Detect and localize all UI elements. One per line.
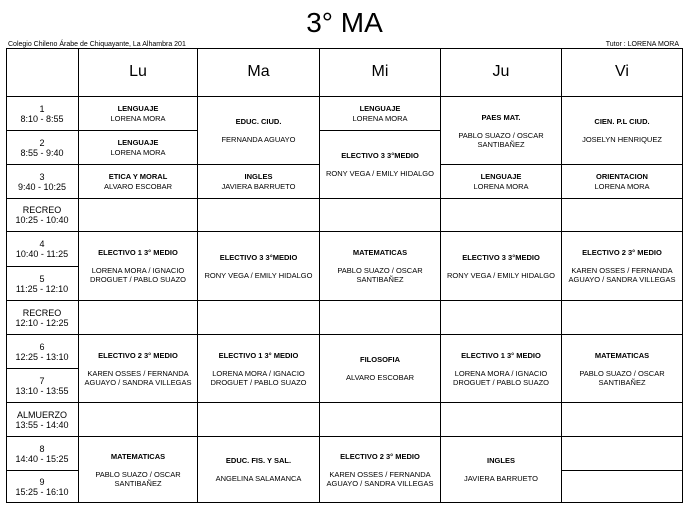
class-cell [323,437,437,502]
teacher: RONY VEGA / EMILY HIDALGO [447,270,555,280]
break-time: 13:55 - 14:40 [15,419,69,430]
class-cell [204,335,313,402]
class-cell [198,165,319,198]
subject: MATEMATICAS [594,350,650,360]
class-cell [562,97,682,164]
subject: ELECTIVO 1 3° MEDIO [461,350,541,360]
subject: LENGUAJE [117,104,159,113]
class-cell [200,232,317,300]
subject: INGLES [487,456,515,465]
break-label: RECREO [22,307,62,318]
teacher: KAREN OSSES / FERNANDA AGUAYO / SANDRA VILLEGAS [84,368,192,387]
class-cell [570,335,674,402]
class-cell [441,437,561,502]
subject: ELECTIVO 2 3° MEDIO [98,350,178,360]
subject: FILOSOFIA [360,355,400,364]
teacher: LORENA MORA [594,182,650,191]
period-5 [6,267,78,300]
class-cell [320,335,440,402]
period-number: 9 [39,476,45,487]
day-header-ju: Ju [492,63,510,80]
teacher: PABLO SUAZO / OSCAR SANTIBAÑEZ [337,266,423,284]
period-time: 13:10 - 13:55 [15,385,69,396]
period-2 [6,131,78,164]
class-cell [198,97,319,164]
class-cell [320,97,440,130]
subject: PAES MAT. [481,112,521,122]
teacher: ALVARO ESCOBAR [345,373,415,382]
teacher: LORENA MORA [473,182,529,191]
subject: LENGUAJE [480,172,522,181]
period-number: 1 [39,103,45,114]
teacher: PABLO SUAZO / OSCAR SANTIBAÑEZ [458,130,544,149]
school-name: Colegio Chileno Árabe de Chiquayante, La Alhambra 201 [8,41,186,48]
period-9 [6,471,78,502]
period-time: 12:25 - 13:10 [15,351,69,362]
break-label: ALMUERZO [16,409,67,420]
period-number: 7 [39,375,45,386]
subject: ETICA Y MORAL [108,172,168,181]
period-time: 9:40 - 10:25 [17,181,67,192]
teacher: ALVARO ESCOBAR [103,182,173,191]
class-cell [441,232,561,300]
subject: MATEMATICAS [352,248,408,257]
period-3 [6,165,78,198]
period-time: 10:40 - 11:25 [15,249,69,259]
class-cell [565,232,679,300]
day-header-ma: Ma [247,63,270,80]
teacher: LORENA MORA / IGNACIO DROGUET / PABLO SUAZO [210,368,307,387]
break-time: 12:10 - 12:25 [15,317,69,328]
subject: EDUC. CIUD. [235,117,282,126]
subject: EDUC. FIS. Y SAL. [225,456,292,465]
teacher: PABLO SUAZO / OSCAR SANTIBAÑEZ [95,469,181,488]
period-number: 3 [39,171,45,182]
teacher: LORENA MORA [110,114,166,123]
teacher: JOSELYN HENRIQUEZ [582,135,662,144]
class-cell [198,437,319,502]
subject: ELECTIVO 3 3°MEDIO [341,151,419,160]
period-4 [6,232,78,266]
class-cell [79,97,197,130]
class-cell [79,165,197,198]
subject: ELECTIVO 3 3°MEDIO [462,252,540,262]
period-time: 8:10 - 8:55 [20,113,64,124]
period-time: 8:55 - 9:40 [20,147,64,158]
class-cell [83,232,193,300]
teacher: KAREN OSSES / FERNANDA AGUAYO / SANDRA VILLEGAS [326,469,434,488]
teacher: RONY VEGA / EMILY HIDALGO [204,270,313,280]
period-number: 4 [39,239,45,249]
subject: ELECTIVO 2 3° MEDIO [340,451,420,461]
break-almuerzo [6,403,78,436]
subject: MATEMATICAS [110,451,166,461]
teacher: JAVIERA BARRUETO [464,474,538,483]
day-header-mi: Mi [371,63,389,80]
teacher: KAREN OSSES / FERNANDA AGUAYO / SANDRA VILLEGAS [568,266,676,284]
tutor-label: Tutor : LORENA MORA [605,41,679,48]
class-cell [441,165,561,198]
day-header-lu: Lu [129,63,147,80]
break-recreo-1 [6,199,78,231]
teacher: LORENA MORA / IGNACIO DROGUET / PABLO SUAZO [90,266,186,284]
teacher: LORENA MORA [352,114,408,123]
period-number: 6 [39,341,45,352]
subject: ELECTIVO 2 3° MEDIO [582,248,662,257]
subject: INGLES [244,172,273,181]
break-time: 10:25 - 10:40 [15,215,69,225]
period-number: 2 [39,137,45,148]
class-cell [83,335,193,402]
class-cell [79,131,197,164]
class-cell [83,437,193,502]
period-8 [6,437,78,470]
break-recreo-2 [6,301,78,334]
period-6 [6,335,78,368]
period-time: 15:25 - 16:10 [15,486,69,497]
subject: LENGUAJE [359,104,401,113]
period-number: 8 [39,443,45,454]
subject: CIEN. P.L CIUD. [594,117,650,126]
subject: ORIENTACION [596,172,648,181]
period-1 [6,97,78,130]
class-cell [328,232,432,300]
class-cell [562,165,682,198]
class-cell [446,335,556,402]
teacher: FERNANDA AGUAYO [221,135,296,144]
period-time: 14:40 - 15:25 [15,453,69,464]
period-number: 5 [39,273,45,284]
subject: ELECTIVO 3 3°MEDIO [219,252,298,262]
teacher: PABLO SUAZO / OSCAR SANTIBAÑEZ [579,368,665,387]
subject: LENGUAJE [117,138,159,147]
class-cell [320,131,440,198]
teacher: RONY VEGA / EMILY HIDALGO [326,169,434,178]
teacher: ANGELINA SALAMANCA [215,474,302,483]
period-7 [6,369,78,402]
period-time: 11:25 - 12:10 [15,283,69,294]
subject: ELECTIVO 1 3° MEDIO [218,350,299,360]
subject: ELECTIVO 1 3° MEDIO [98,248,178,257]
break-label: RECREO [22,205,62,215]
teacher: LORENA MORA / IGNACIO DROGUET / PABLO SUAZO [453,368,549,387]
teacher: JAVIERA BARRUETO [221,182,296,191]
class-cell [449,97,553,164]
teacher: LORENA MORA [110,148,166,157]
day-header-vi: Vi [615,63,629,80]
page-title: 3° MA [306,7,383,38]
